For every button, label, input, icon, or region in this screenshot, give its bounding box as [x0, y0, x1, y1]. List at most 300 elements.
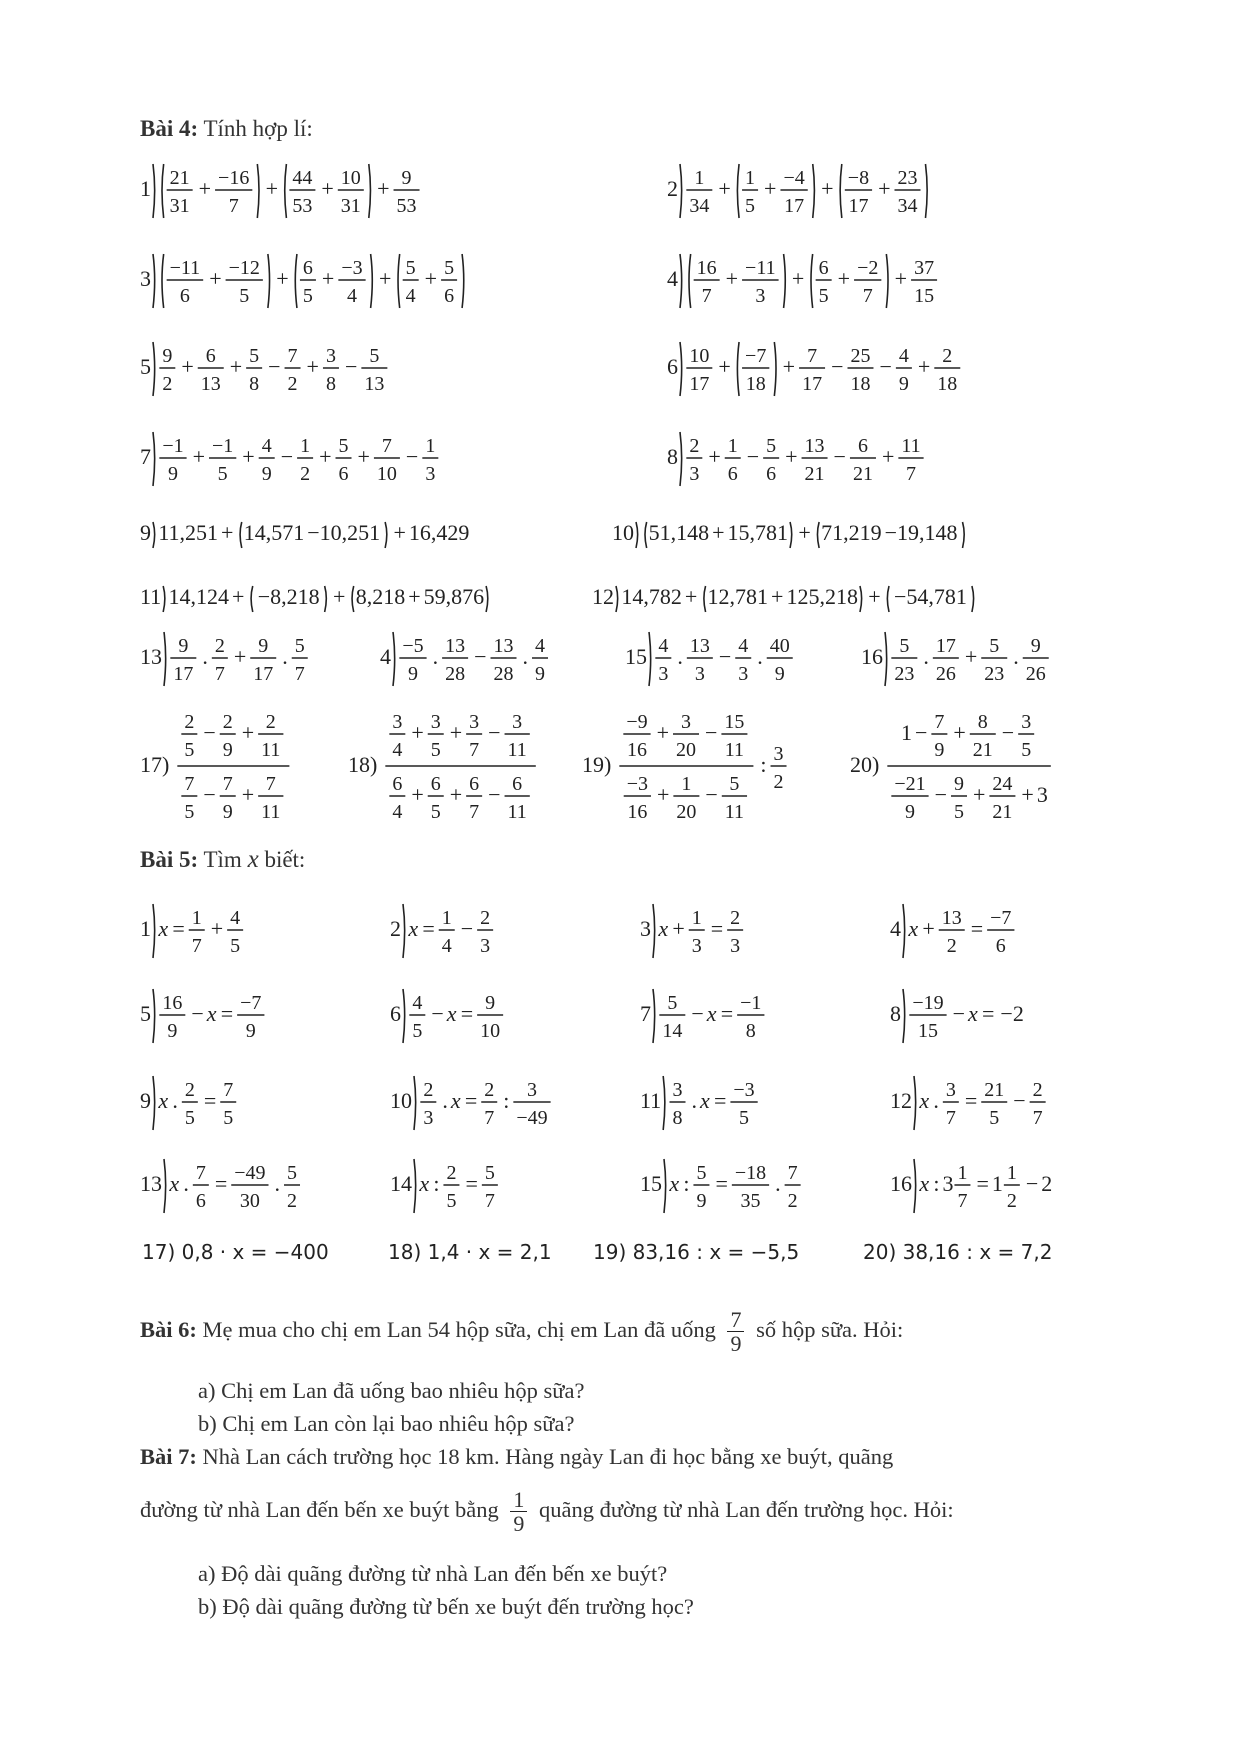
bai4-item-7-sym: −: [405, 444, 419, 469]
bai5-item-5-sym: x: [206, 1001, 217, 1026]
fraction-numerator: 40: [769, 635, 790, 657]
bai5-item-3: [640, 900, 890, 962]
fraction-numerator: 7: [807, 345, 818, 367]
bai7-text2b: quãng đường từ nhà Lan đến trường học. Hỏi:: [538, 1496, 954, 1522]
bai4-item-2: [667, 160, 1147, 222]
fraction-numerator: 1: [691, 907, 702, 929]
fraction-numerator: 5: [444, 257, 455, 279]
fraction-numerator: 5: [766, 435, 777, 457]
bai4-item-11-sym: −8,218: [257, 584, 320, 609]
bai5-variable: x: [247, 846, 259, 873]
fraction-denominator: 21: [852, 463, 873, 485]
fraction-denominator: 7: [957, 1190, 968, 1212]
bai5-item-12-math: [890, 1072, 1140, 1134]
bai4-item-4-math: [667, 250, 1147, 312]
paren: [462, 254, 464, 308]
fraction-denominator: 7: [701, 285, 712, 307]
bai5-item-16-sym: 2: [1041, 1171, 1053, 1196]
fraction-denominator: 3: [658, 663, 669, 685]
fraction-numerator: 4: [658, 635, 669, 657]
fraction-denominator: 8: [745, 1020, 756, 1042]
bai4-item-10-sym: +: [712, 520, 725, 545]
paren: [925, 164, 927, 218]
bai4-item-7-math: [140, 428, 620, 490]
fraction-denominator: 7: [945, 1107, 956, 1129]
fraction-numerator: 21: [984, 1079, 1005, 1101]
bai4-item-20-num-sym: +: [953, 720, 966, 745]
paren: [352, 586, 354, 612]
fraction-numerator: 7: [184, 773, 195, 795]
fraction-denominator: 7: [469, 801, 480, 820]
fraction-denominator: 5: [184, 739, 195, 761]
fraction-numerator: 7: [287, 345, 298, 367]
item-number: 18): [348, 752, 378, 777]
bai5-item-9: [140, 1072, 390, 1134]
bai4-item-5-sym: +: [181, 354, 194, 379]
fraction-numerator: −9: [626, 711, 648, 733]
bai4-item-5-sym: −: [268, 354, 281, 379]
fraction-denominator: 9: [167, 1020, 178, 1042]
fraction-numerator: −2: [857, 257, 879, 279]
fraction-denominator: 6: [179, 285, 190, 307]
bai4-item-20-num-sym: 1: [900, 720, 912, 745]
bai4-item-16-sym: .: [923, 644, 929, 669]
paren: [240, 522, 242, 548]
bai5-item-11: [640, 1072, 890, 1134]
fraction-denominator: 6: [195, 1190, 206, 1212]
bai4-item-12-sym: 14,782: [621, 584, 682, 609]
fraction-denominator: 18: [937, 373, 958, 395]
paren: [153, 522, 155, 548]
paren: [914, 1076, 916, 1130]
bai5-item-5-sym: =: [220, 1001, 234, 1026]
fraction-denominator: 5: [230, 935, 241, 957]
fraction-numerator: 9: [258, 635, 269, 657]
paren: [813, 164, 815, 218]
paren: [737, 342, 739, 396]
bai5-item-12-sym: 12: [890, 1088, 912, 1113]
bai4-item-5-math: [140, 338, 620, 400]
paren: [903, 904, 905, 958]
fraction-denominator: 9: [898, 373, 909, 395]
fraction-numerator: 6: [857, 435, 868, 457]
bai4-item-4-sym: +: [725, 266, 739, 291]
fraction-denominator: 18: [745, 373, 766, 395]
fraction-denominator: 9: [222, 801, 233, 820]
bai4-item-15-sym: .: [677, 644, 683, 669]
bai4-item-4-sym: +: [894, 266, 908, 291]
bai4-item-18-math: [348, 710, 588, 820]
fraction-numerator: −18: [734, 1162, 767, 1184]
bai4-item-3: [140, 250, 620, 312]
fraction-denominator: 5: [184, 1107, 195, 1129]
fraction-numerator: −1: [212, 435, 234, 457]
fraction-denominator: 4: [346, 285, 357, 307]
fraction-numerator: 1: [745, 167, 756, 189]
fraction-denominator: 9: [774, 663, 785, 685]
paren: [162, 254, 164, 308]
bai4-item-6-sym: +: [718, 354, 731, 379]
bai4-item-13-sym: .: [282, 644, 288, 669]
fraction-numerator: −11: [169, 257, 201, 279]
bai4-item-10-sym: +: [798, 520, 811, 545]
bai5-item-9-sym: x: [158, 1088, 169, 1113]
fraction-numerator: 2: [214, 635, 225, 657]
fraction-denominator: 9: [261, 463, 272, 485]
fraction-denominator: 34: [897, 195, 918, 217]
bai4-item-10: [612, 504, 1152, 566]
paren: [371, 254, 373, 308]
bai5-item-2-sym: −: [460, 916, 474, 941]
fraction-denominator: 13: [364, 373, 385, 395]
fraction-numerator: 9: [1030, 635, 1041, 657]
paren: [886, 254, 888, 308]
paren: [680, 254, 682, 308]
fraction-denominator: 10: [480, 1020, 501, 1042]
paren: [486, 586, 488, 612]
bai4-item-20-den-sym: +: [973, 782, 986, 807]
bai5-item-12-sym: x: [919, 1088, 930, 1113]
fraction-denominator: 5: [745, 195, 756, 217]
fraction-numerator: 1: [191, 907, 202, 929]
paren: [385, 522, 387, 548]
bai5-item-4-sym: =: [970, 916, 984, 941]
bai4-item-10-sym: −19,148: [884, 520, 958, 545]
fraction-denominator: 14: [662, 1020, 683, 1042]
bai5-item-9-sym: 9: [140, 1088, 151, 1113]
fraction-numerator: 4: [261, 435, 272, 457]
fraction-denominator: 11: [724, 801, 745, 820]
bai5-item-9-sym: .: [172, 1088, 178, 1113]
bai4-item-15: [625, 628, 855, 690]
bai4-item-9-sym: −10,251: [307, 520, 381, 545]
fraction-denominator: 7: [228, 195, 239, 217]
bai5-item-8-sym: −2: [1000, 1001, 1024, 1026]
fraction-denominator: 7: [484, 1190, 495, 1212]
bai4-item-3-math: [140, 250, 620, 312]
bai5-item-14-sym: 14: [390, 1171, 412, 1196]
fraction-denominator: 21: [972, 739, 993, 761]
bai5-item-18: 18) 1,4 · x = 2,1: [388, 1240, 552, 1264]
bai5-item-5-sym: 5: [140, 1001, 151, 1026]
paren: [153, 164, 155, 218]
bai4-item-19-den-sym: −: [705, 782, 718, 807]
bai5-item-4-math: [890, 900, 1140, 962]
fraction-denominator: 5: [954, 801, 965, 820]
bai4-item-6: [667, 338, 1147, 400]
fraction-numerator: 2: [730, 907, 741, 929]
paren: [153, 432, 155, 486]
fraction-denominator: 7: [191, 935, 202, 957]
bai5-item-8-sym: x: [968, 1001, 978, 1026]
bai4-item-18: [348, 710, 588, 820]
bai5-item-16-sym: :: [933, 1171, 940, 1196]
fraction-denominator: 11: [261, 801, 281, 820]
fraction-numerator: −11: [745, 257, 776, 279]
bai4-item-9-sym: +: [221, 520, 234, 545]
fraction-numerator: 1: [727, 435, 738, 457]
fraction-numerator: −1: [740, 992, 762, 1014]
bai5-item-15-math: [640, 1155, 890, 1217]
paren: [164, 1159, 166, 1213]
bai5-item-10: [390, 1072, 640, 1134]
bai6-line: [140, 1308, 903, 1355]
paren: [153, 254, 155, 308]
fraction-numerator: 17: [935, 635, 956, 657]
fraction-denominator: 6: [338, 463, 349, 485]
bai4-item-7-sym: −: [280, 444, 294, 469]
bai5-item-6-sym: −: [431, 1001, 444, 1026]
paren: [737, 164, 739, 218]
paren: [903, 989, 905, 1043]
fraction-numerator: 3: [1021, 711, 1032, 733]
bai4-item-17-num-sym: +: [241, 720, 255, 745]
bai4-title: Tính hợp lí:: [203, 116, 313, 141]
bai5-item-15-sym: 15: [640, 1171, 662, 1196]
paren: [162, 164, 164, 218]
fraction-denominator: 5: [1021, 739, 1032, 761]
bai4-item-9-sym: 16,429: [408, 520, 470, 545]
fraction-denominator: 20: [676, 801, 697, 820]
bai4-heading: [140, 116, 313, 142]
fraction-numerator: −49: [234, 1162, 266, 1184]
bai7-text1: Nhà Lan cách trường học 18 km. Hàng ngày Lan đi học bằng xe buýt, quãng: [202, 1444, 894, 1469]
bai4-item-2-sym: +: [764, 176, 777, 201]
fraction-numerator: 1: [300, 435, 311, 457]
fraction-numerator: 6: [302, 257, 313, 279]
fraction-denominator: 17: [173, 663, 194, 685]
bai5-item-3-math: [640, 900, 890, 962]
fraction-numerator: 9: [485, 992, 496, 1014]
bai4-item-16-sym: +: [964, 644, 978, 669]
fraction-denominator: 7: [905, 463, 916, 485]
bai7-text2a: đường từ nhà Lan đến bến xe buýt bằng: [140, 1496, 499, 1522]
bai4-item-18-den-sym: −: [488, 782, 501, 807]
bai7-label: Bài 7:: [140, 1444, 197, 1469]
bai4-item-7-sym: 7: [140, 444, 151, 469]
bai7-frac-num: 1: [510, 1488, 527, 1512]
paren: [963, 522, 965, 548]
bai6-frac-num: 7: [727, 1308, 744, 1332]
bai5-item-1-sym: x: [158, 916, 169, 941]
fraction-denominator: 5: [739, 1107, 750, 1129]
bai5-item-12-sym: =: [964, 1088, 978, 1113]
paren: [811, 254, 813, 308]
fraction-numerator: 1: [681, 773, 692, 795]
fraction-denominator: 3: [755, 285, 766, 307]
fraction-numerator: 9: [178, 635, 189, 657]
fraction-denominator: 2: [787, 1190, 798, 1212]
fraction-numerator: 16: [696, 257, 717, 279]
bai5-item-12: [890, 1072, 1140, 1134]
fraction-denominator: 4: [392, 739, 403, 761]
bai7-question-b: b) Độ dài quãng đường từ bến xe buýt đến trường học?: [198, 1594, 694, 1619]
paren: [860, 586, 862, 612]
bai4-item-8-sym: +: [881, 444, 895, 469]
bai5-item-16-math: [890, 1155, 1140, 1217]
bai5-item-3-sym: +: [672, 916, 685, 941]
bai4-item-14: [380, 628, 610, 690]
bai4-item-15-math: [625, 628, 855, 690]
bai6-text1: Mẹ mua cho chị em Lan 54 hộp sữa, chị em Lan đã uống: [202, 1316, 716, 1342]
fraction-numerator: 9: [954, 773, 965, 795]
bai4-item-12-sym: +: [868, 584, 881, 609]
bai4-item-3-sym: +: [276, 266, 289, 291]
fraction-denominator: 2: [1006, 1190, 1017, 1212]
bai5-item-7: [640, 985, 890, 1047]
fraction-numerator: 3: [773, 743, 784, 765]
fraction-denominator: 11: [261, 739, 281, 761]
fraction-denominator: 11: [724, 739, 745, 761]
fraction-denominator: 8: [672, 1107, 683, 1129]
bai5-item-7-sym: 7: [640, 1001, 651, 1026]
fraction-denominator: 3: [738, 663, 749, 685]
fraction-numerator: 9: [401, 167, 412, 189]
fraction-numerator: 3: [325, 345, 336, 367]
fraction-denominator: 16: [626, 739, 647, 761]
bai4-item-7-sym: +: [192, 444, 206, 469]
bai4-item-3-sym: +: [321, 266, 335, 291]
bai4-item-5-sym: +: [229, 354, 243, 379]
paren: [914, 1159, 916, 1213]
bai5-item-13-sym: x: [169, 1171, 180, 1196]
fraction-denominator: 7: [1032, 1107, 1043, 1129]
bai5-item-14-sym: =: [465, 1171, 478, 1196]
fraction-numerator: 5: [249, 345, 260, 367]
fraction-denominator: 5: [989, 1107, 1000, 1129]
fraction-numerator: 1: [425, 435, 436, 457]
fraction-denominator: 6: [444, 285, 455, 307]
paren: [268, 254, 270, 308]
fraction-denominator: 3: [730, 935, 741, 957]
bai5-item-15: [640, 1155, 890, 1217]
fraction-denominator: 28: [493, 663, 514, 685]
fraction-numerator: 7: [265, 773, 276, 795]
paren: [153, 1076, 155, 1130]
fraction-denominator: 17: [784, 195, 805, 217]
bai4-item-20-num-sym: −: [914, 720, 928, 745]
fraction-numerator: 3: [672, 1079, 683, 1101]
fraction-numerator: 5: [667, 992, 678, 1014]
bai4-item-16-math: [861, 628, 1101, 690]
fraction-denominator: 2: [162, 373, 173, 395]
fraction-numerator: 44: [292, 167, 313, 189]
fraction-denominator: 5: [302, 285, 313, 307]
bai6-fraction: [727, 1308, 744, 1355]
bai4-item-11-math: [140, 568, 600, 630]
bai4-item-19: [582, 710, 842, 820]
bai4-item-7-sym: +: [319, 444, 332, 469]
bai4-item-8-sym: −: [833, 444, 846, 469]
paren: [817, 522, 819, 548]
paren: [403, 989, 405, 1043]
bai5-item-4: [890, 900, 1140, 962]
bai4-item-13-sym: 13: [140, 644, 162, 669]
fraction-denominator: 3: [691, 935, 702, 957]
bai4-item-11-sym: +: [232, 584, 245, 609]
bai5-item-16-sym: −: [1025, 1171, 1039, 1196]
bai5-item-10-sym: .: [442, 1088, 448, 1113]
bai5-item-1-sym: +: [210, 916, 224, 941]
fraction-numerator: 2: [484, 1079, 495, 1101]
paren: [653, 904, 655, 958]
bai4-item-10-math: [612, 504, 1152, 566]
bai5-item-1-sym: 1: [140, 916, 151, 941]
fraction-denominator: 9: [407, 663, 418, 685]
bai4-item-9-sym: 14,571: [243, 520, 305, 545]
bai5-item-13-math: [140, 1155, 390, 1217]
bai4-label: Bài 4:: [140, 116, 199, 141]
fraction-numerator: 8: [977, 711, 988, 733]
paren: [704, 586, 706, 612]
fraction-denominator: 21: [804, 463, 825, 485]
paren: [403, 904, 405, 958]
fraction-denominator: 9: [222, 739, 233, 761]
fraction-numerator: 5: [405, 257, 416, 279]
fraction-numerator: 24: [992, 773, 1013, 795]
bai5-item-12-sym: −: [1013, 1088, 1026, 1113]
fraction-denominator: 8: [325, 373, 336, 395]
fraction-numerator: 15: [724, 711, 745, 733]
fraction-denominator: 17: [802, 373, 823, 395]
fraction-denominator: 2: [300, 463, 311, 485]
fraction-numerator: 6: [818, 257, 829, 279]
bai4-item-16: [861, 628, 1101, 690]
bai5-item-15-sym: =: [715, 1171, 728, 1196]
fraction-denominator: 5: [239, 285, 250, 307]
bai4-item-20-math: [850, 710, 1150, 820]
bai4-item-3-sym: 3: [140, 266, 151, 291]
fraction-numerator: 7: [195, 1162, 206, 1184]
paren: [680, 432, 682, 486]
bai5-item-16-sym: 3: [942, 1171, 954, 1196]
bai4-item-17-den-sym: +: [241, 782, 255, 807]
fraction-numerator: 13: [689, 635, 710, 657]
bai5-item-16-sym: x: [919, 1171, 930, 1196]
fraction-numerator: 1: [441, 907, 452, 929]
fraction-denominator: 31: [169, 195, 190, 217]
bai5-item-11-sym: .: [691, 1088, 698, 1113]
bai4-item-8-sym: +: [785, 444, 798, 469]
bai5-item-7-sym: x: [706, 1001, 717, 1026]
bai4-item-14-sym: −: [474, 644, 487, 669]
fraction-numerator: −19: [912, 992, 944, 1014]
fraction-numerator: 13: [445, 635, 466, 657]
bai4-item-20-den-sym: +: [1021, 782, 1034, 807]
fraction-denominator: 6: [995, 935, 1006, 957]
bai4-item-12-sym: +: [684, 584, 698, 609]
fraction-numerator: 7: [381, 435, 392, 457]
fraction-numerator: 4: [412, 992, 423, 1014]
bai4-item-7-sym: +: [242, 444, 255, 469]
bai4-item-4: [667, 250, 1147, 312]
fraction-denominator: 5: [217, 463, 228, 485]
bai7-line2: [140, 1488, 954, 1535]
fraction-denominator: 5: [430, 801, 441, 820]
bai4-item-2-sym: +: [821, 176, 834, 201]
fraction-denominator: 7: [214, 663, 225, 685]
fraction-denominator: 5: [446, 1190, 457, 1212]
bai4-item-2-sym: 2: [667, 176, 678, 201]
fraction-numerator: −21: [894, 773, 926, 795]
fraction-denominator: 5: [412, 1020, 423, 1042]
paren: [790, 522, 792, 548]
bai5-item-4-sym: 4: [890, 916, 901, 941]
bai4-item-11-sym: 11: [140, 584, 162, 609]
fraction-numerator: −3: [733, 1079, 755, 1101]
fraction-denominator: 20: [676, 739, 697, 761]
bai4-item-16-sym: .: [1013, 644, 1019, 669]
